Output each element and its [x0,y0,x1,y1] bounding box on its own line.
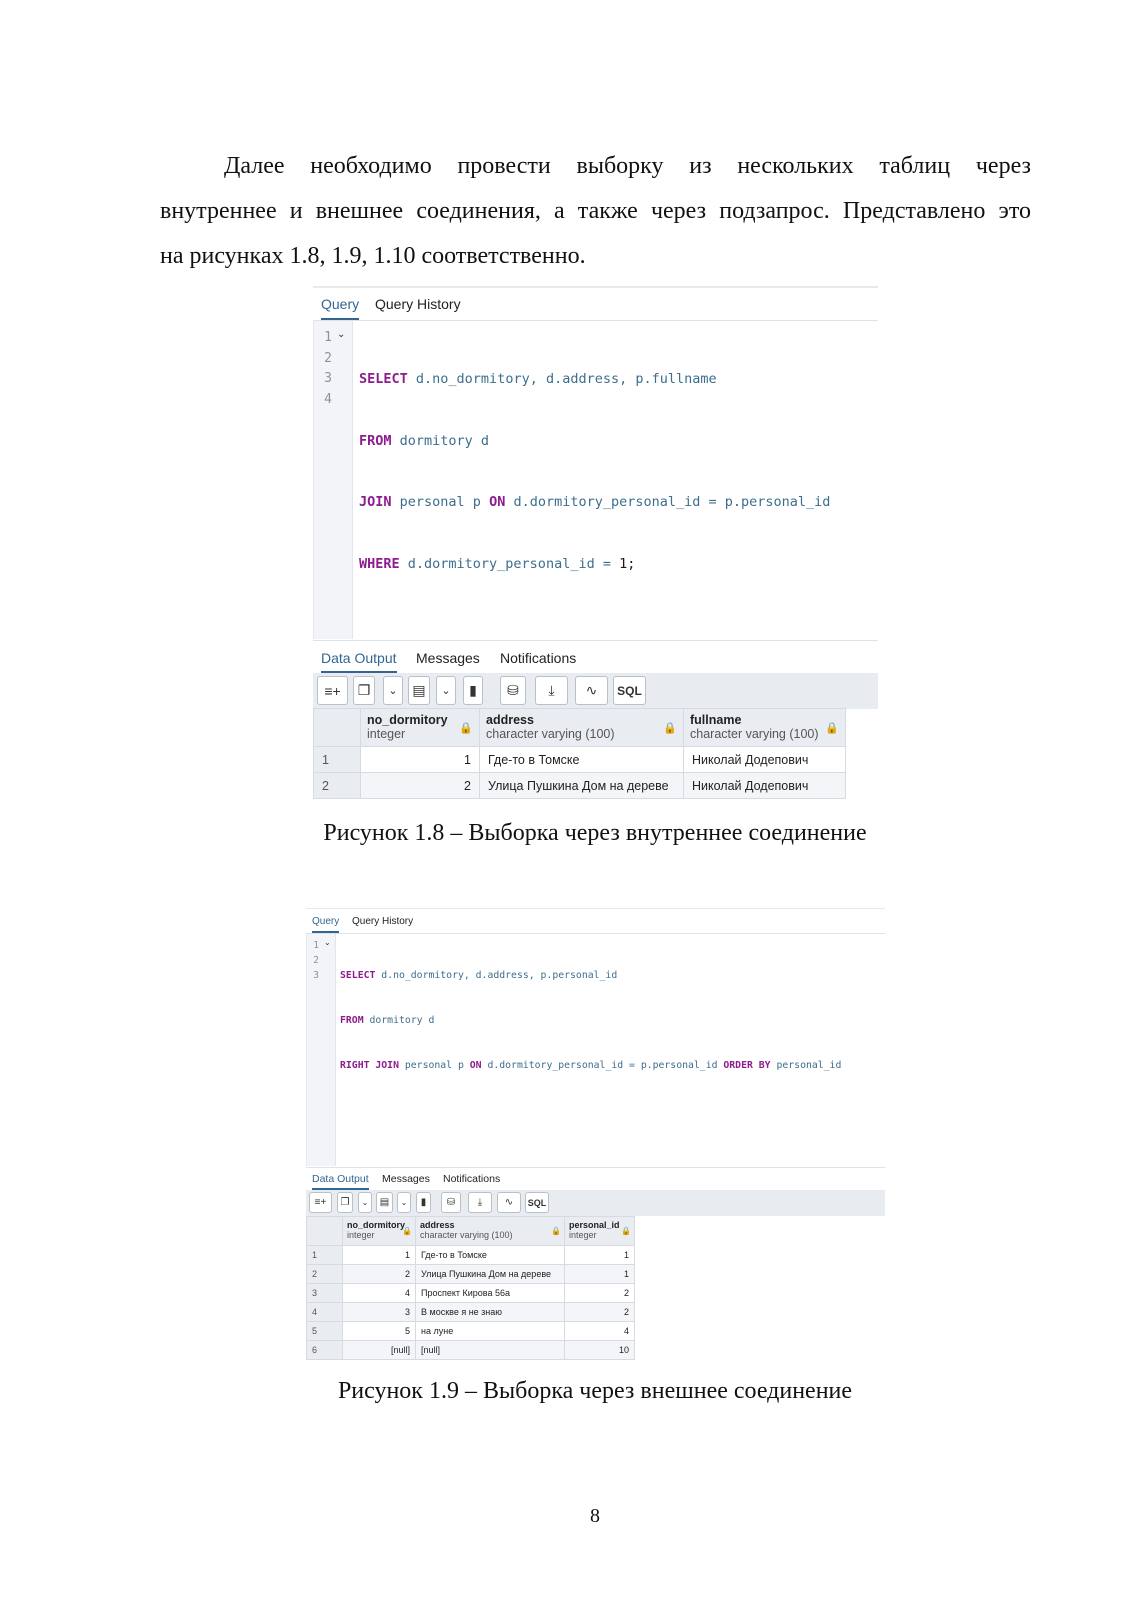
query-tabs [313,288,878,321]
code-keyword: FROM [340,1015,364,1026]
query-tabs [306,909,885,934]
line-number: 1 [313,940,319,951]
column-name: address [420,1220,455,1230]
cell[interactable]: В москве я не знаю [416,1303,565,1322]
output-tabs [306,1167,885,1190]
column-name: personal_id [569,1220,620,1230]
output-toolbar [313,673,878,709]
column-name: address [486,713,534,727]
paragraph-line-2: внутреннее и внешнее соединения, а также через подзапрос. Представлено это [160,198,1031,224]
code-keyword: SELECT [359,371,408,387]
column-type: character varying (100) [486,727,615,741]
code-number: 1; [619,555,636,572]
delete-icon[interactable]: ▮ [416,1192,431,1213]
table-row[interactable] [307,1322,635,1341]
figure-2-screenshot [306,908,885,1361]
download-icon[interactable]: ⤓ [468,1192,492,1213]
cell[interactable]: Проспект Кирова 56а [416,1284,565,1303]
results-grid [306,1216,635,1360]
code-text: d.dormitory_personal_id = p.personal_id [481,1060,724,1071]
tab-query[interactable]: Query [321,296,359,320]
column-header[interactable] [565,1217,635,1246]
code-text: d.dormitory_personal_id = p.personal_id [505,494,831,510]
cell[interactable]: Улица Пушкина Дом на дереве [416,1265,565,1284]
sql-code [359,328,830,615]
cell[interactable]: 2 [565,1284,635,1303]
cell[interactable]: 2 [565,1303,635,1322]
lock-icon: 🔒 [663,722,677,734]
table-row[interactable] [307,1341,635,1360]
column-header[interactable] [480,709,684,747]
chevron-down-icon[interactable]: ⌄ [436,676,456,705]
column-header[interactable] [416,1217,565,1246]
sql-icon[interactable]: SQL [525,1192,549,1213]
column-type: integer [347,1230,375,1240]
column-type: integer [569,1230,597,1240]
code-text: d.no_dormitory, d.address, p.fullname [407,371,717,387]
row-number: 1 [314,747,361,773]
tab-notifications[interactable]: Notifications [443,1173,501,1185]
column-name: no_dormitory [367,713,448,727]
lock-icon: 🔒 [621,1226,631,1236]
tab-notifications[interactable]: Notifications [500,650,577,666]
table-row[interactable] [314,773,846,799]
save-data-icon[interactable]: ⛁ [500,676,526,705]
cell[interactable]: 3 [343,1303,416,1322]
cell[interactable]: 1 [565,1265,635,1284]
tab-messages[interactable]: Messages [416,650,480,666]
chevron-down-icon[interactable]: ⌄ [358,1192,372,1213]
paste-icon[interactable]: ▤ [376,1192,393,1213]
table-row[interactable] [307,1284,635,1303]
code-text: personal p [391,494,490,510]
line-number: 1 [324,330,332,345]
line-number: 4 [324,391,332,407]
sql-icon[interactable]: SQL [613,676,646,705]
cell[interactable]: 2 [361,773,480,799]
tab-query-history[interactable]: Query History [375,296,461,312]
cell[interactable]: Где-то в Томске [480,747,684,773]
cell[interactable]: [null] [343,1341,416,1360]
column-name: no_dormitory [347,1220,406,1230]
grid-header-row [307,1217,635,1246]
line-number: 3 [313,970,319,981]
copy-icon[interactable]: ❐ [353,676,375,705]
cell[interactable]: 1 [565,1246,635,1265]
code-keyword: ON [489,494,506,510]
cell[interactable]: 5 [343,1322,416,1341]
grid-header-row [314,709,846,747]
sql-editor[interactable] [313,321,878,639]
output-tabs [313,640,878,673]
chevron-down-icon[interactable]: ⌄ [397,1192,411,1213]
line-number: 2 [313,955,319,966]
tab-data-output[interactable]: Data Output [312,1173,369,1190]
table-row[interactable] [307,1246,635,1265]
code-keyword: ORDER BY [723,1060,771,1071]
add-row-icon[interactable]: ≡+ [309,1192,332,1213]
cell[interactable]: 1 [361,747,480,773]
results-grid [313,708,846,799]
code-keyword: JOIN [359,494,392,510]
code-keyword: ON [469,1060,482,1071]
code-text: dormitory d [391,432,490,449]
paste-icon[interactable]: ▤ [408,676,430,705]
chevron-down-icon[interactable]: ⌄ [383,676,403,705]
lock-icon: 🔒 [402,1226,412,1236]
figure-1-caption: Рисунок 1.8 – Выборка через внутреннее соединение [323,820,867,846]
figure-2-caption: Рисунок 1.9 – Выборка через внешнее соединение [337,1378,853,1404]
row-number: 4 [307,1303,343,1322]
cell[interactable]: [null] [416,1341,565,1360]
table-row[interactable] [307,1265,635,1284]
cell[interactable]: Улица Пушкина Дом на дереве [480,773,684,799]
row-number: 5 [307,1322,343,1341]
cell[interactable]: 2 [343,1265,416,1284]
cell[interactable]: на луне [416,1322,565,1341]
fold-chevron-icon[interactable]: ⌄ [324,938,331,947]
figure-1-screenshot [313,286,878,802]
tab-query-history[interactable]: Query History [352,916,414,927]
line-numbers [307,938,319,983]
cell[interactable]: 4 [565,1322,635,1341]
line-numbers [314,328,332,410]
lock-icon: 🔒 [459,722,473,734]
row-number-header [307,1217,343,1246]
fold-chevron-icon[interactable]: ⌄ [337,329,346,340]
code-keyword: RIGHT JOIN [340,1060,399,1071]
column-type: character varying (100) [690,727,819,741]
download-icon[interactable]: ⤓ [535,676,568,705]
column-header[interactable] [361,709,480,747]
cell[interactable]: 1 [343,1246,416,1265]
code-text: d.no_dormitory, d.address, p.personal_id [375,970,618,981]
column-type: character varying (100) [420,1230,513,1240]
tab-query[interactable]: Query [312,916,339,933]
row-number: 6 [307,1341,343,1360]
cell[interactable]: Николай Додепович [684,747,846,773]
copy-icon[interactable]: ❐ [337,1192,353,1213]
body-paragraph [160,144,1031,279]
table-row[interactable] [314,747,846,773]
cell[interactable]: Николай Додепович [684,773,846,799]
table-row[interactable] [307,1303,635,1322]
row-number: 2 [307,1265,343,1284]
lock-icon: 🔒 [825,722,839,734]
sql-code [340,938,841,1103]
code-keyword: SELECT [340,970,376,981]
row-number: 2 [314,773,361,799]
row-number: 3 [307,1284,343,1303]
page-number: 8 [590,1505,600,1527]
code-text: personal_id [770,1060,842,1071]
add-row-icon[interactable]: ≡+ [317,676,348,705]
tab-data-output[interactable]: Data Output [321,650,397,673]
line-number: 2 [324,350,332,366]
line-number: 3 [324,371,332,386]
cell[interactable]: 4 [343,1284,416,1303]
column-header[interactable] [343,1217,416,1246]
delete-icon[interactable]: ▮ [463,676,483,705]
column-header[interactable] [684,709,846,747]
tab-messages[interactable]: Messages [382,1173,430,1185]
code-keyword: WHERE [359,555,400,572]
paragraph-line-3: на рисунках 1.8, 1.9, 1.10 соответственно. [160,243,586,269]
code-text: dormitory d [363,1015,435,1026]
graph-icon[interactable]: ∿ [575,676,608,705]
column-name: fullname [690,713,742,727]
row-number-header [314,709,361,747]
code-text: personal p [398,1060,470,1071]
output-toolbar [306,1190,885,1216]
column-type: integer [367,727,406,741]
cell[interactable]: Где-то в Томске [416,1246,565,1265]
paragraph-line-1: Далее необходимо провести выборку из нескольких таблиц через [224,153,1031,179]
code-keyword: FROM [359,432,392,449]
row-number: 1 [307,1246,343,1265]
graph-icon[interactable]: ∿ [497,1192,521,1213]
save-data-icon[interactable]: ⛁ [441,1192,461,1213]
sql-editor[interactable] [306,934,885,1166]
cell[interactable]: 10 [565,1341,635,1360]
lock-icon: 🔒 [551,1226,561,1236]
code-text: d.dormitory_personal_id = [399,555,620,572]
